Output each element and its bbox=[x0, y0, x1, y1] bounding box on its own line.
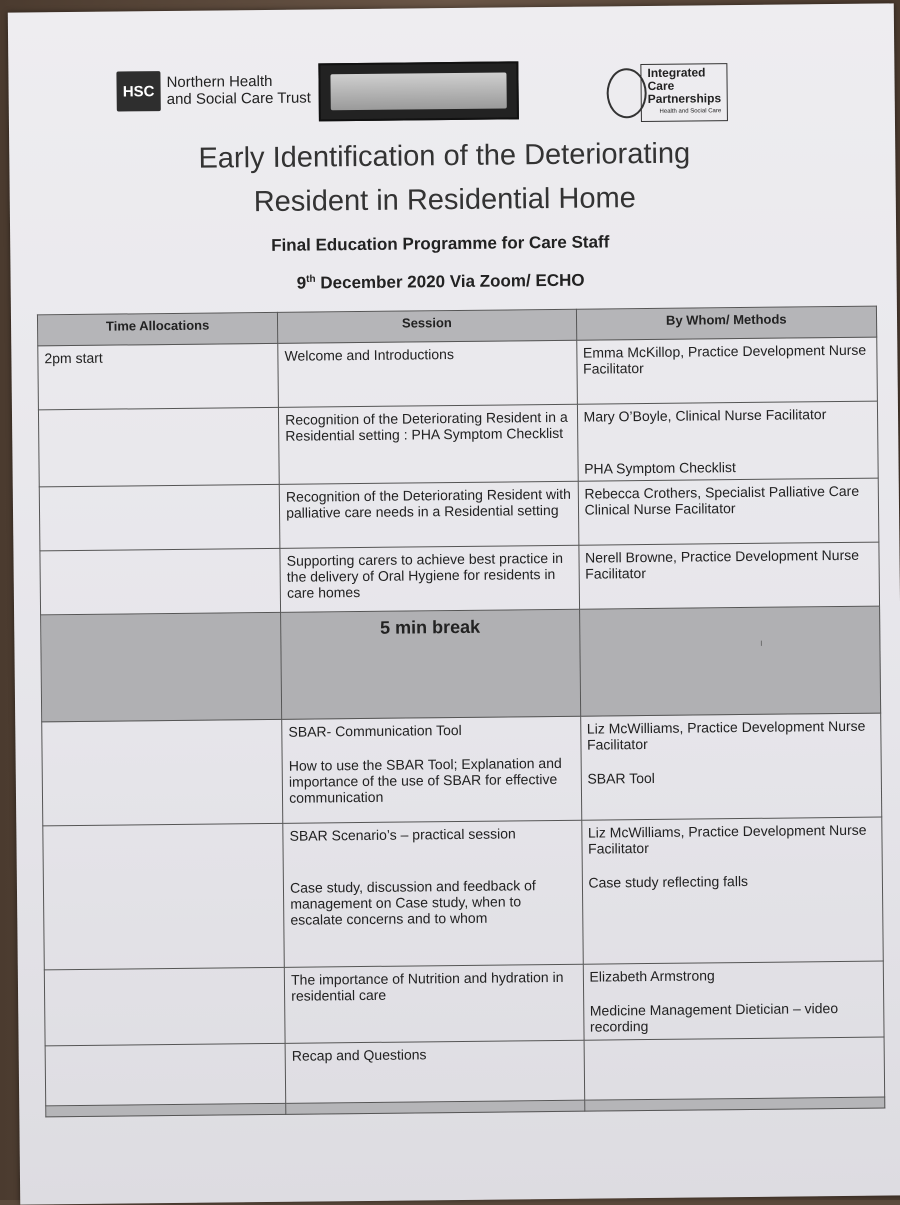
session-detail: Case study, discussion and feedback of management on Case study, when to escalate concerns and to whom bbox=[290, 877, 536, 928]
cell-session: Supporting carers to achieve best practice in the delivery of Oral Hygiene for residents in care homes bbox=[280, 545, 579, 612]
document-subtitle: Final Education Programme for Care Staff bbox=[271, 232, 610, 255]
table-row bbox=[38, 337, 878, 410]
cell-session: Recap and Questions bbox=[285, 1040, 584, 1103]
cell-by-whom: Rebecca Crothers, Specialist Palliative Care Clinical Nurse Facilitator bbox=[578, 478, 879, 545]
method: Medicine Management Dietician – video recording bbox=[589, 1000, 839, 1035]
icp-line1: Integrated bbox=[647, 65, 706, 80]
cell-by-whom bbox=[583, 961, 884, 1040]
icp-subtitle: Health and Social Care bbox=[659, 108, 722, 115]
header-session: Session bbox=[278, 309, 577, 343]
cell-by-whom bbox=[581, 817, 883, 964]
presenter: Elizabeth Armstrong bbox=[589, 967, 715, 985]
cell-by-whom bbox=[580, 713, 882, 820]
title-line1: Early Identification of the Deteriorating bbox=[198, 137, 691, 175]
date-day: 9 bbox=[296, 273, 307, 293]
document-page bbox=[8, 3, 900, 1204]
cell-by-whom bbox=[584, 1037, 885, 1100]
icp-line2: Care bbox=[647, 78, 675, 93]
cell-session: Recognition of the Deteriorating Resident with palliative care needs in a Residential setting bbox=[279, 481, 578, 548]
hsc-line2: and Social Care Trust bbox=[166, 89, 312, 109]
hsc-mark: HSC bbox=[116, 71, 160, 111]
cell-time bbox=[43, 823, 285, 970]
cell-time bbox=[41, 612, 282, 722]
cell-time bbox=[38, 407, 279, 487]
icp-line3: Partnerships bbox=[647, 91, 722, 106]
presenter: Mary O’Boyle, Clinical Nurse Facilitator bbox=[583, 406, 827, 425]
cell-by-whom: Nerell Browne, Practice Development Nurse Facilitator bbox=[578, 542, 879, 609]
cell-session: Recognition of the Deteriorating Resident in a Residential setting : PHA Symptom Checklist bbox=[279, 404, 578, 484]
table-row bbox=[38, 401, 878, 487]
hands-logo-image bbox=[318, 61, 519, 121]
title-line2: Resident in Residential Home bbox=[253, 182, 636, 219]
date-suffix: th bbox=[306, 273, 316, 285]
document-title bbox=[9, 130, 880, 227]
cell-time bbox=[39, 484, 280, 551]
header-by-whom: By Whom/ Methods bbox=[576, 306, 877, 340]
cell-time bbox=[40, 548, 281, 615]
cell-time bbox=[44, 967, 285, 1046]
hsc-line1: Northern Health bbox=[166, 72, 273, 92]
cell-by-whom: Emma McKillop, Practice Development Nurse Facilitator bbox=[576, 337, 877, 404]
footer-cell bbox=[584, 1097, 885, 1111]
session-detail: How to use the SBAR Tool; Explanation and importance of the use of SBAR for effective communication bbox=[288, 754, 562, 806]
header-time: Time Allocations bbox=[37, 312, 277, 346]
presenter: Liz McWilliams, Practice Development Nurse Facilitator bbox=[586, 717, 866, 753]
table-row bbox=[39, 478, 879, 551]
cell-time bbox=[45, 1043, 286, 1106]
programme-table bbox=[37, 306, 885, 1118]
method: SBAR Tool bbox=[587, 769, 655, 787]
break-row bbox=[41, 606, 881, 722]
event-date bbox=[11, 268, 871, 297]
method: PHA Symptom Checklist bbox=[584, 459, 736, 477]
cell-session bbox=[283, 820, 583, 967]
presenter: Liz McWilliams, Practice Development Nurse Facilitator bbox=[587, 821, 867, 857]
icp-logo bbox=[606, 63, 728, 122]
hands-photo bbox=[330, 72, 506, 110]
cell-session bbox=[282, 716, 581, 823]
cell-by-whom bbox=[577, 401, 878, 481]
swirl-icon bbox=[606, 68, 647, 118]
table-row bbox=[42, 713, 882, 826]
method: Case study reflecting falls bbox=[588, 872, 749, 891]
footer-cell bbox=[46, 1103, 286, 1117]
footer-cell bbox=[286, 1100, 585, 1114]
table-row bbox=[43, 817, 883, 970]
cell-time: 2pm start bbox=[38, 343, 279, 410]
cell-time bbox=[42, 719, 283, 826]
session-title: SBAR- Communication Tool bbox=[288, 721, 462, 740]
table-row bbox=[44, 961, 884, 1046]
stray-mark: ı bbox=[579, 606, 881, 716]
session-title: SBAR Scenario’s – practical session bbox=[289, 825, 516, 844]
break-label: 5 min break bbox=[281, 609, 581, 719]
icp-text-box bbox=[640, 63, 728, 122]
cell-session: Welcome and Introductions bbox=[278, 340, 577, 407]
hsc-logo bbox=[116, 70, 311, 112]
table-row bbox=[45, 1037, 885, 1106]
hsc-trust-name bbox=[166, 73, 311, 109]
date-rest: December 2020 Via Zoom/ ECHO bbox=[315, 270, 585, 293]
cell-session: The importance of Nutrition and hydration in residential care bbox=[284, 964, 583, 1043]
table-row bbox=[40, 542, 880, 615]
